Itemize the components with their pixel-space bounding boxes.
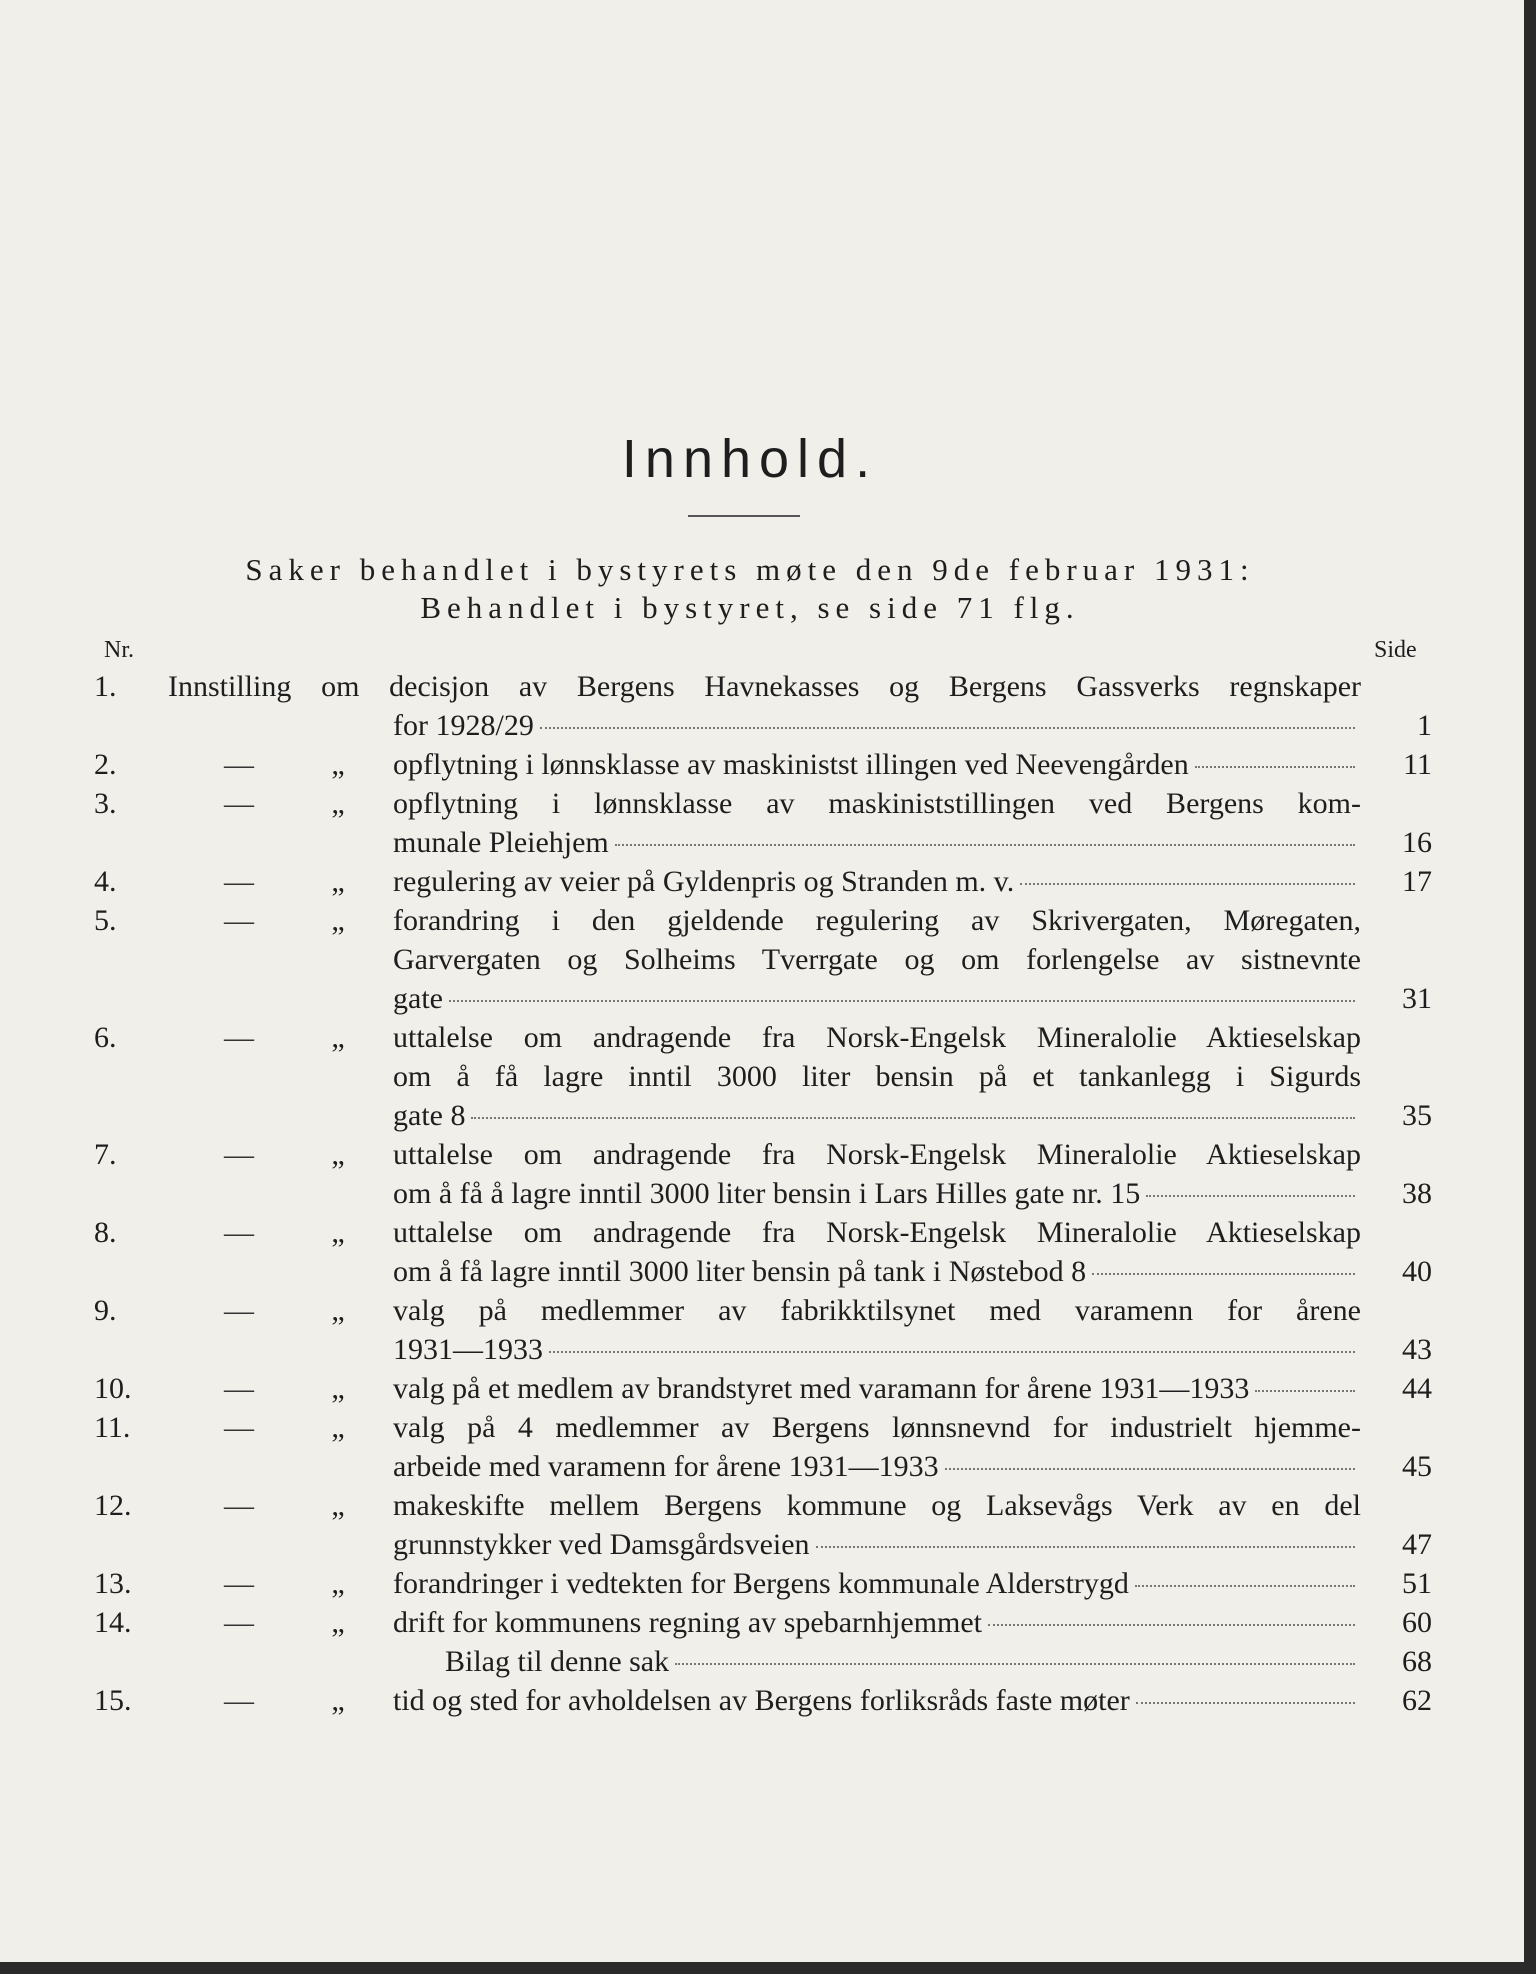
dot-leader (615, 843, 1355, 846)
entry-line-text: om å få lagre inntil 3000 liter bensin på tank i Nøstebod 8 (393, 1255, 1087, 1288)
ditto-dash: — (224, 1138, 254, 1171)
entry-text (393, 1486, 1361, 1564)
ditto-dash: — (224, 1294, 254, 1327)
entry-text (393, 1564, 1361, 1603)
entry-number: 4. (94, 865, 117, 898)
toc-entry (0, 667, 1524, 745)
entry-line-last (393, 1096, 1361, 1135)
entry-number: 11. (94, 1411, 131, 1444)
ditto-mark: „ (331, 1489, 345, 1522)
entry-text (393, 745, 1361, 784)
ditto-dash: — (224, 1684, 254, 1717)
page-number: 1 (1417, 709, 1432, 742)
ditto-dash: — (224, 1372, 254, 1405)
ditto-mark: „ (331, 904, 345, 937)
entry-line-last (393, 1447, 1361, 1486)
entry-line: uttalelse om andragende fra Norsk-Engelsk Mineralolie Aktieselskap (393, 1216, 1361, 1249)
dot-leader (1020, 882, 1355, 885)
entry-text (393, 1603, 1361, 1642)
toc-entry (0, 745, 1524, 784)
ditto-dash: — (224, 1216, 254, 1249)
entry-line-text: for 1928/29 (393, 709, 534, 742)
ditto-mark: „ (331, 787, 345, 820)
entry-text (393, 1369, 1361, 1408)
entry-line-text: gate 8 (393, 1099, 466, 1132)
entry-text (393, 1213, 1361, 1291)
ditto-dash: — (224, 904, 254, 937)
entry-text (393, 901, 1361, 1018)
entry-line-text: forandringer i vedtekten for Bergens kommunale Alderstrygd (393, 1567, 1129, 1600)
entry-line-last (393, 1603, 1361, 1642)
ditto-mark: „ (331, 748, 345, 781)
entry-line-text: drift for kommunens regning av spebarnhjemmet (393, 1606, 983, 1639)
entry-text (393, 1642, 1361, 1681)
dot-leader (449, 999, 1355, 1002)
entry-line: uttalelse om andragende fra Norsk-Engelsk Mineralolie Aktieselskap (393, 1021, 1361, 1054)
entry-line-last (393, 1252, 1361, 1291)
entry-line-last (393, 979, 1361, 1018)
ditto-mark: „ (331, 1411, 345, 1444)
page-number: 16 (1402, 826, 1432, 859)
entry-text (393, 862, 1361, 901)
page-number: 11 (1403, 748, 1432, 781)
entry-line-last (393, 862, 1361, 901)
dot-leader (988, 1623, 1355, 1626)
entry-number: 3. (94, 787, 117, 820)
entry-number: 15. (94, 1684, 132, 1717)
toc-entry (0, 1408, 1524, 1486)
page-number: 35 (1402, 1099, 1432, 1132)
page-number: 45 (1402, 1450, 1432, 1483)
toc-entry (0, 1681, 1524, 1720)
ditto-mark: „ (331, 1684, 345, 1717)
toc-entry (0, 1564, 1524, 1603)
entry-line-text: gate (393, 982, 443, 1015)
toc-entry (0, 784, 1524, 862)
page-number: 62 (1402, 1684, 1432, 1717)
entry-line-text: grunnstykker ved Damsgårdsveien (393, 1528, 810, 1561)
entry-line: om å få lagre inntil 3000 liter bensin på et tankanlegg i Sigurds (393, 1060, 1361, 1093)
page-number: 17 (1402, 865, 1432, 898)
entry-text (393, 1135, 1361, 1213)
entry-line: valg på medlemmer av fabrikktilsynet med varamenn for årene (393, 1294, 1361, 1327)
column-header-side: Side (1374, 637, 1417, 663)
column-header-nr: Nr. (104, 637, 134, 663)
dot-leader (1255, 1389, 1355, 1392)
page-title: Innhold. (621, 429, 879, 489)
dot-leader (945, 1467, 1355, 1470)
toc-entry (0, 1291, 1524, 1369)
entry-line-last (393, 1525, 1361, 1564)
entry-line-last (393, 1174, 1361, 1213)
page-number: 43 (1402, 1333, 1432, 1366)
dot-leader (675, 1662, 1355, 1665)
toc-entry (0, 1603, 1524, 1642)
toc-entry (0, 1642, 1524, 1681)
entry-line: Innstilling om decisjon av Bergens Havnekasses og Bergens Gassverks regnskaper (168, 670, 1361, 703)
entry-line-text: Bilag til denne sak (445, 1645, 670, 1678)
entry-line-last (393, 1681, 1361, 1720)
ditto-mark: „ (331, 1216, 345, 1249)
page-number: 51 (1402, 1567, 1432, 1600)
entry-line-text: regulering av veier på Gyldenpris og Stranden m. v. (393, 865, 1015, 898)
entry-text (393, 1408, 1361, 1486)
entry-line: Garvergaten og Solheims Tverrgate og om forlengelse av sistnevnte (393, 943, 1361, 976)
entry-line: makeskifte mellem Bergens kommune og Laksevågs Verk av en del (393, 1489, 1361, 1522)
page-number: 60 (1402, 1606, 1432, 1639)
ditto-dash: — (224, 1021, 254, 1054)
entry-number: 2. (94, 748, 117, 781)
entry-text (393, 1291, 1361, 1369)
entry-number: 9. (94, 1294, 117, 1327)
ditto-dash: — (224, 787, 254, 820)
ditto-dash: — (224, 1411, 254, 1444)
dot-leader (549, 1350, 1355, 1353)
entry-number: 13. (94, 1567, 132, 1600)
entry-line-last (393, 823, 1361, 862)
entry-text (168, 667, 1361, 745)
ditto-mark: „ (331, 865, 345, 898)
entry-line-last (393, 1642, 1361, 1681)
ditto-dash: — (224, 865, 254, 898)
page-number: 68 (1402, 1645, 1432, 1678)
entry-text (393, 1018, 1361, 1135)
toc-entry (0, 901, 1524, 1018)
dot-leader (1195, 765, 1355, 768)
entry-line-last (393, 1369, 1361, 1408)
entry-line-text: tid og sted for avholdelsen av Bergens forliksråds faste møter (393, 1684, 1130, 1717)
entry-line-text: arbeide med varamenn for årene 1931—1933 (393, 1450, 939, 1483)
toc-entry (0, 1486, 1524, 1564)
page-number: 38 (1402, 1177, 1432, 1210)
ditto-dash: — (224, 1606, 254, 1639)
entry-line-last (393, 1330, 1361, 1369)
entry-number: 10. (94, 1372, 132, 1405)
toc-entry (0, 1369, 1524, 1408)
ditto-mark: „ (331, 1567, 345, 1600)
entry-line-last (393, 1564, 1361, 1603)
entry-number: 6. (94, 1021, 117, 1054)
entry-line: uttalelse om andragende fra Norsk-Engelsk Mineralolie Aktieselskap (393, 1138, 1361, 1171)
subtitle-reference: Behandlet i bystyret, se side 71 flg. (420, 590, 1080, 625)
entry-number: 8. (94, 1216, 117, 1249)
entry-number: 7. (94, 1138, 117, 1171)
dot-leader (1136, 1701, 1355, 1704)
entry-line: opflytning i lønnsklasse av maskiniststillingen ved Bergens kom- (393, 787, 1361, 820)
page-number: 31 (1402, 982, 1432, 1015)
title-rule (688, 515, 800, 517)
entry-number: 14. (94, 1606, 132, 1639)
ditto-dash: — (224, 1567, 254, 1600)
entry-number: 12. (94, 1489, 132, 1522)
entry-line-text: valg på et medlem av brandstyret med varamann for årene 1931—1933 (393, 1372, 1250, 1405)
dot-leader (1092, 1272, 1355, 1275)
dot-leader (540, 726, 1355, 729)
toc-entry (0, 1135, 1524, 1213)
toc-entry (0, 1213, 1524, 1291)
ditto-mark: „ (331, 1372, 345, 1405)
ditto-mark: „ (331, 1294, 345, 1327)
entry-line-text: opflytning i lønnsklasse av maskinistst illingen ved Neevengården (393, 748, 1189, 781)
subtitle-meeting: Saker behandlet i bystyrets møte den 9de februar 1931: (245, 552, 1255, 587)
toc-entry (0, 862, 1524, 901)
page-number: 44 (1402, 1372, 1432, 1405)
ditto-dash: — (224, 1489, 254, 1522)
ditto-dash: — (224, 748, 254, 781)
entry-line-text: 1931—1933 (393, 1333, 543, 1366)
page-number: 47 (1402, 1528, 1432, 1561)
entry-line-text: om å få å lagre inntil 3000 liter bensin i Lars Hilles gate nr. 15 (393, 1177, 1141, 1210)
toc-entry (0, 1018, 1524, 1135)
ditto-mark: „ (331, 1138, 345, 1171)
entry-line: forandring i den gjeldende regulering av Skrivergaten, Møregaten, (393, 904, 1361, 937)
dot-leader (471, 1116, 1355, 1119)
ditto-mark: „ (331, 1021, 345, 1054)
page-number: 40 (1402, 1255, 1432, 1288)
entry-line: valg på 4 medlemmer av Bergens lønnsnevnd for industrielt hjemme- (393, 1411, 1361, 1444)
entry-line-text: munale Pleiehjem (393, 826, 609, 859)
dot-leader (1146, 1194, 1355, 1197)
dot-leader (1135, 1584, 1355, 1587)
entry-line-last (168, 706, 1361, 745)
entry-text (393, 784, 1361, 862)
entry-number: 5. (94, 904, 117, 937)
entry-line-last (393, 745, 1361, 784)
entry-text (393, 1681, 1361, 1720)
ditto-mark: „ (331, 1606, 345, 1639)
dot-leader (816, 1545, 1355, 1548)
entry-number: 1. (94, 670, 117, 703)
